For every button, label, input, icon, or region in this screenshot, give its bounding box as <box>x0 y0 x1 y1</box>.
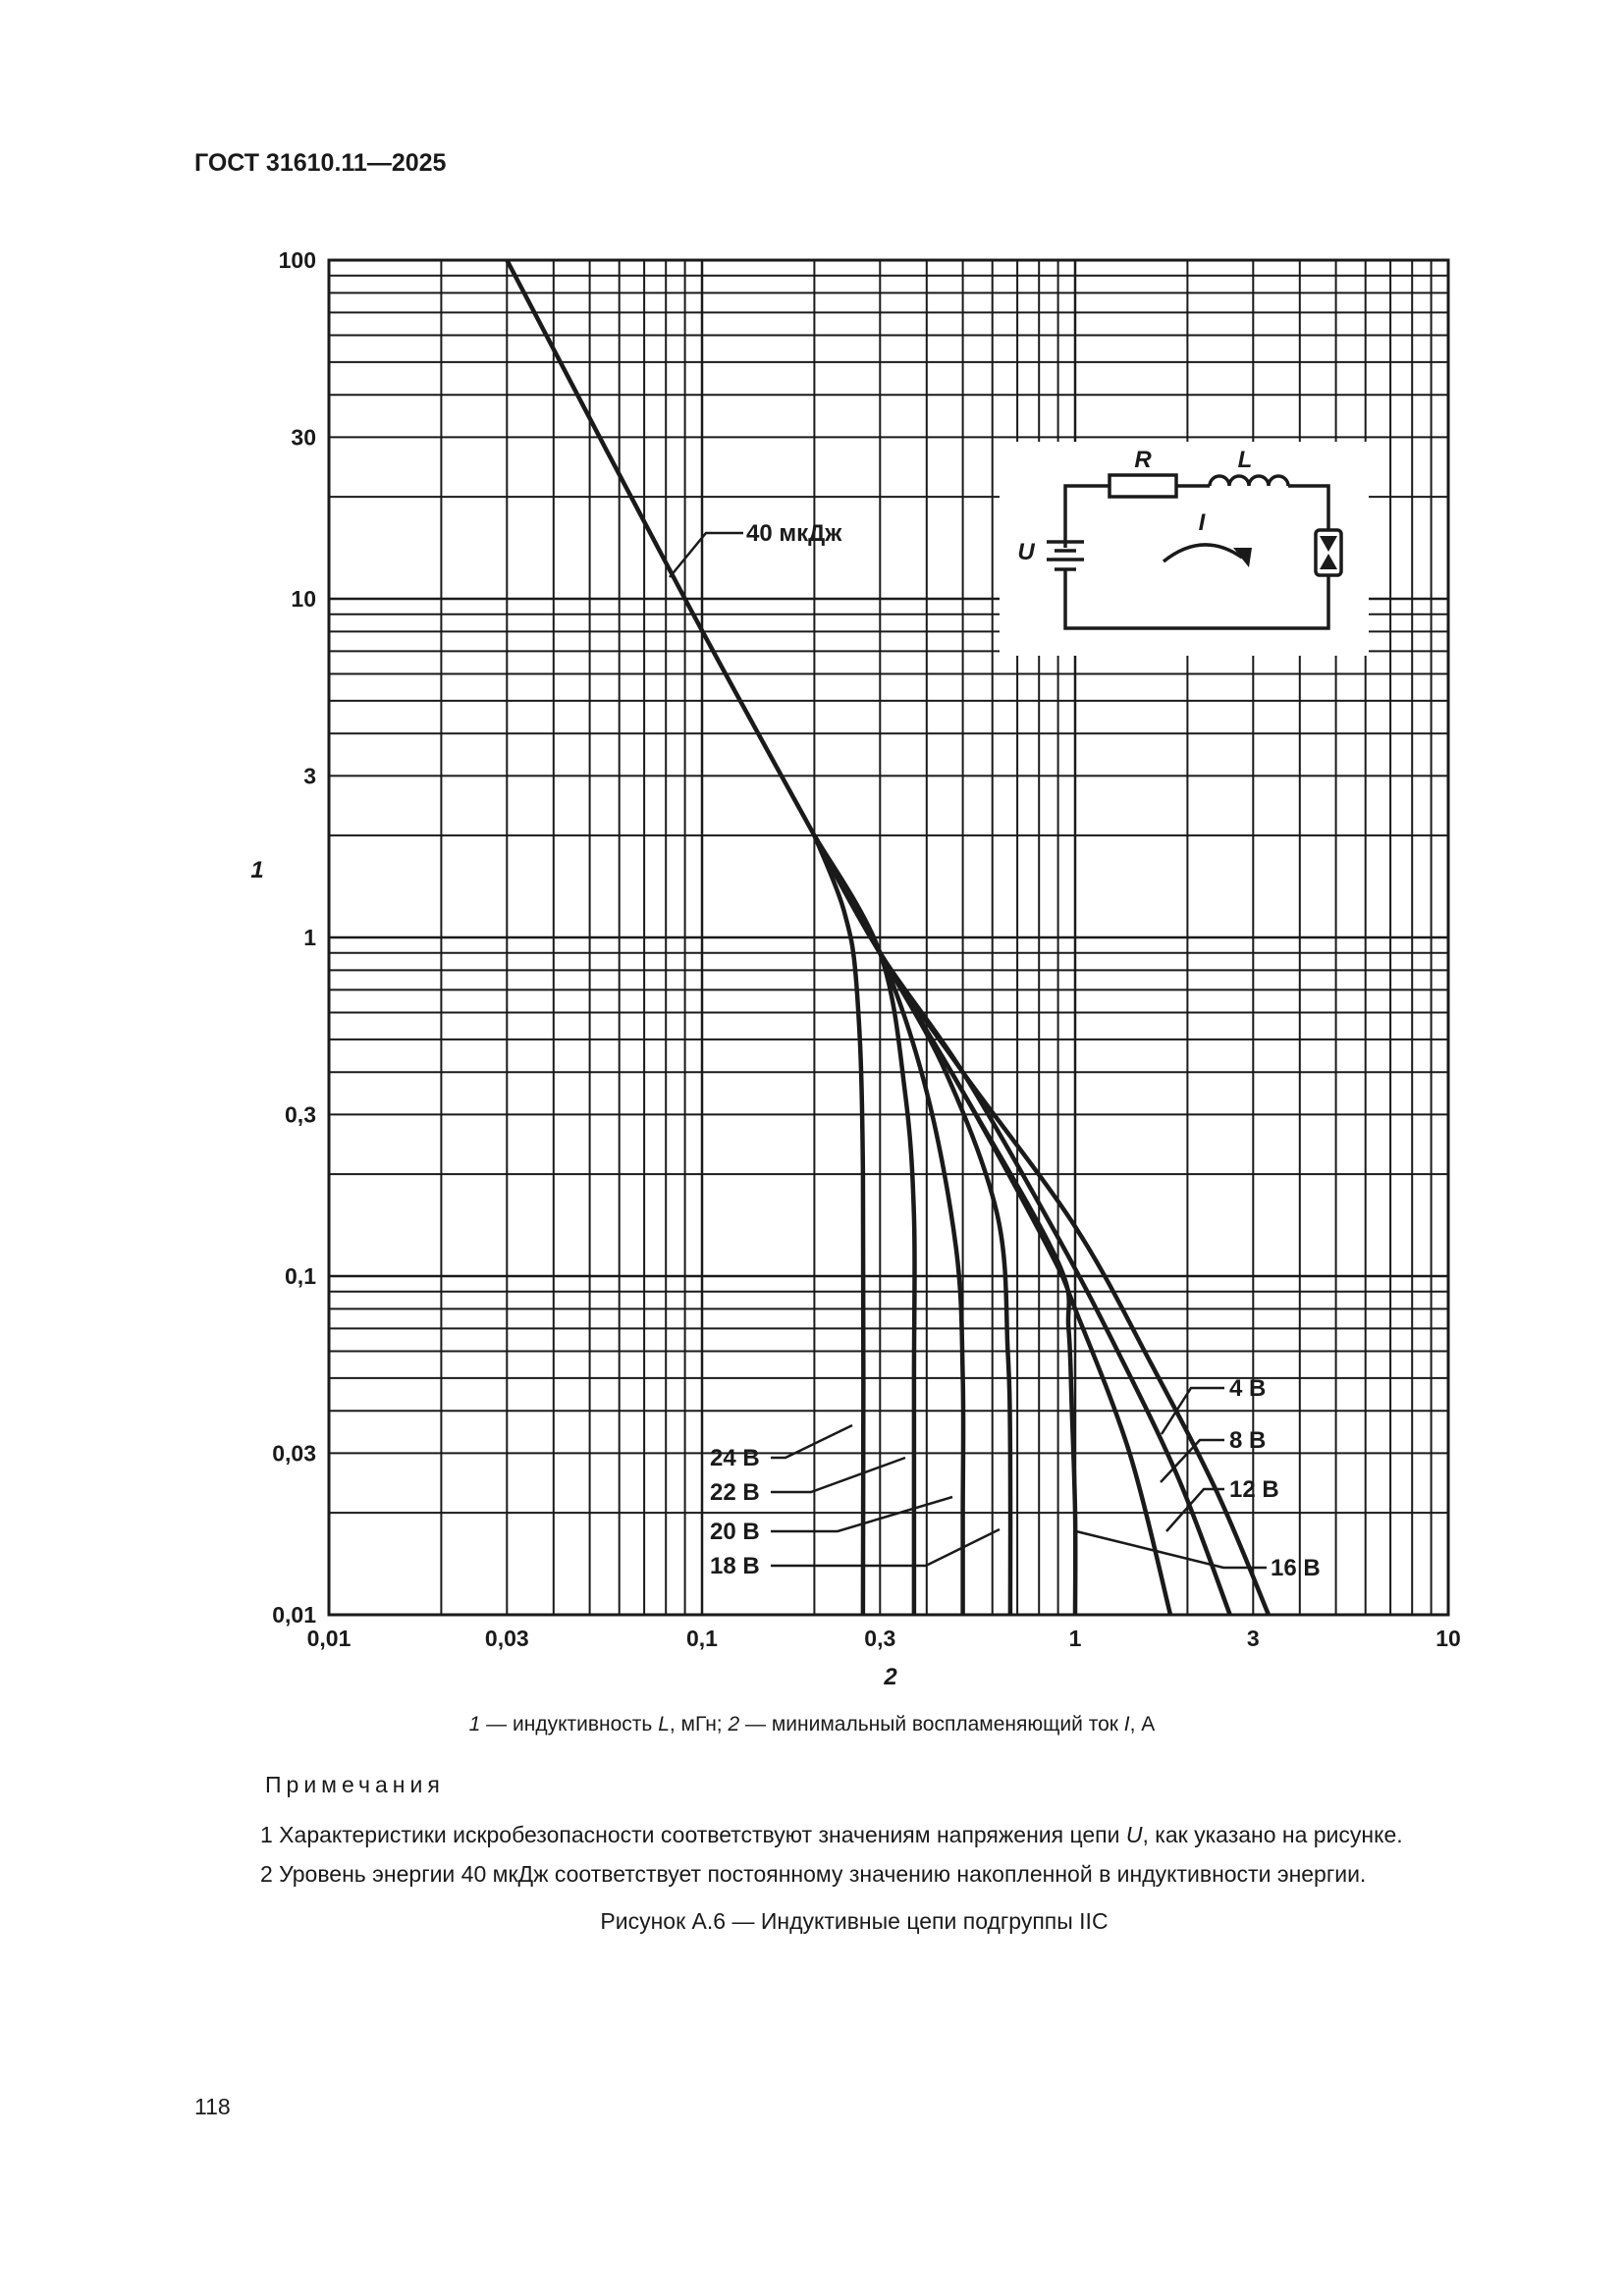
document-header: ГОСТ 31610.11—2025 <box>194 149 447 177</box>
label-18v: 18 В <box>710 1553 760 1579</box>
spark-gap-symbol <box>1316 530 1341 575</box>
figure-legend <box>0 1713 1624 1736</box>
x-tick-label: 3 <box>1246 1626 1260 1651</box>
legend-key-1: 1 <box>468 1713 481 1735</box>
label-40uj: 40 мкДж <box>746 520 842 547</box>
leader-22v <box>771 1458 905 1492</box>
y-tick-label: 100 <box>278 247 316 273</box>
label-16v: 16 В <box>1271 1555 1321 1581</box>
legend-symbol-l: L <box>658 1713 670 1735</box>
x-axis-label: 2 <box>884 1664 897 1690</box>
x-tick-label: 10 <box>1435 1626 1461 1651</box>
series-annotations <box>670 520 1321 1581</box>
x-tick-label: 0,3 <box>864 1626 896 1651</box>
inductor-label: L <box>1237 447 1253 473</box>
current-label: I <box>1198 509 1206 536</box>
label-20v: 20 В <box>710 1519 760 1545</box>
x-tick-label: 0,1 <box>686 1626 718 1651</box>
legend-text-2: , мГн; <box>669 1713 729 1735</box>
note-1-text-b: , как указано на рисунке. <box>1142 1822 1403 1847</box>
y-tick-label: 1 <box>303 925 316 950</box>
figure-title: Рисунок А.6 — Индуктивные цепи подгруппы IIC <box>600 1908 1109 1934</box>
circuit-inset <box>1000 442 1369 656</box>
legend-text-3: — минимальный воспламеняющий ток <box>739 1713 1124 1735</box>
page-number: 118 <box>194 2094 231 2119</box>
y-tick-label: 0,03 <box>272 1440 316 1467</box>
resistor-label: R <box>1134 447 1152 473</box>
label-8v: 8 В <box>1229 1427 1267 1454</box>
legend-symbol-i: I <box>1123 1713 1130 1735</box>
leader-18v <box>771 1529 1000 1566</box>
label-12v: 12 В <box>1229 1476 1279 1503</box>
note-1 <box>260 1822 1403 1848</box>
label-24v: 24 В <box>710 1445 760 1471</box>
x-tick-label: 0,03 <box>484 1626 529 1651</box>
leader-40uj <box>670 533 743 577</box>
x-tick-label: 1 <box>1068 1626 1082 1651</box>
label-4v: 4 В <box>1229 1375 1267 1402</box>
y-axis-label: 1 <box>250 857 264 883</box>
label-22v: 22 В <box>710 1479 760 1506</box>
y-tick-label: 0,3 <box>285 1101 316 1128</box>
y-tick-label: 0,01 <box>272 1602 316 1628</box>
y-tick-label: 30 <box>291 424 316 451</box>
note-1-text-a: 1 Характеристики искробезопасности соответствуют значениям напряжения цепи <box>260 1822 1126 1847</box>
y-tick-label: 10 <box>291 586 316 612</box>
legend-text-1: — индуктивность <box>480 1713 659 1735</box>
legend-key-2: 2 <box>728 1713 740 1735</box>
resistor-symbol <box>1110 475 1176 497</box>
note-2: 2 Уровень энергии 40 мкДж соответствует постоянному значению накопленной в индуктивности энергии. <box>260 1861 1367 1887</box>
y-tick-label: 0,1 <box>285 1263 316 1289</box>
notes-title: Примечания <box>265 1772 445 1797</box>
x-tick-label: 0,01 <box>306 1626 352 1651</box>
voltage-label: U <box>1017 539 1035 565</box>
legend-text-4: , А <box>1129 1713 1156 1735</box>
note-1-symbol-u: U <box>1125 1822 1143 1847</box>
y-tick-label: 3 <box>303 763 316 789</box>
